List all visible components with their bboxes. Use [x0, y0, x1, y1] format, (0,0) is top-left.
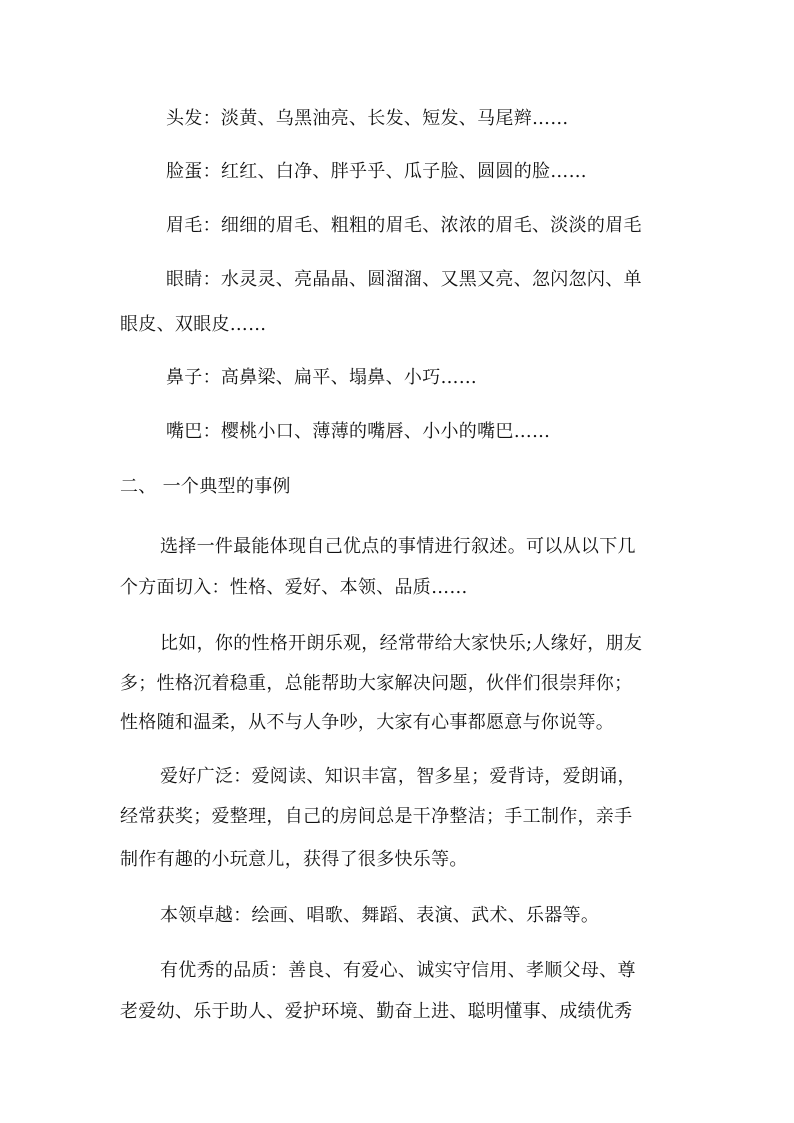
skill-paragraph: 本领卓越：绘画、唱歌、舞蹈、表演、武术、乐器等。: [160, 905, 600, 926]
intro-paragraph-line-1: 选择一件最能体现自己优点的事情进行叙述。可以从以下几: [160, 536, 636, 557]
eyes-line-2: 眼皮、双眼皮……: [120, 314, 267, 335]
hobby-paragraph-line-2: 经常获奖；爱整理，自己的房间总是干净整洁；手工制作，亲手: [120, 806, 633, 827]
eyebrow-line: 眉毛：细细的眉毛、粗粗的眉毛、浓浓的眉毛、淡淡的眉毛: [166, 215, 642, 236]
hobby-paragraph-line-3: 制作有趣的小玩意儿，获得了很多快乐等。: [120, 849, 468, 870]
hobby-paragraph-line-1: 爱好广泛：爱阅读、知识丰富，智多星；爱背诗，爱朗诵，: [160, 766, 636, 787]
nose-line: 鼻子：高鼻梁、扁平、塌鼻、小巧……: [166, 367, 478, 388]
face-line: 脸蛋：红红、白净、胖乎乎、瓜子脸、圆圆的脸……: [166, 161, 587, 182]
section-heading: 二、 一个典型的事例: [120, 476, 291, 497]
personality-paragraph-line-3: 性格随和温柔，从不与人争吵，大家有心事都愿意与你说等。: [120, 712, 615, 733]
personality-paragraph-line-2: 多；性格沉着稳重，总能帮助大家解决问题，伙伴们很崇拜你；: [120, 673, 633, 694]
intro-paragraph-line-2: 个方面切入：性格、爱好、本领、品质……: [120, 577, 468, 598]
quality-paragraph-line-1: 有优秀的品质：善良、有爱心、诚实守信用、孝顺父母、尊: [160, 960, 636, 981]
personality-paragraph-line-1: 比如，你的性格开朗乐观，经常带给大家快乐;人缘好，朋友: [160, 633, 643, 654]
quality-paragraph-line-2: 老爱幼、乐于助人、爱护环境、勤奋上进、聪明懂事、成绩优秀: [120, 1001, 633, 1022]
eyes-line-1: 眼睛：水灵灵、亮晶晶、圆溜溜、又黑又亮、忽闪忽闪、单: [166, 269, 642, 290]
hair-line: 头发：淡黄、乌黑油亮、长发、短发、马尾辫……: [166, 108, 569, 129]
mouth-line: 嘴巴：樱桃小口、薄薄的嘴唇、小小的嘴巴……: [166, 421, 551, 442]
